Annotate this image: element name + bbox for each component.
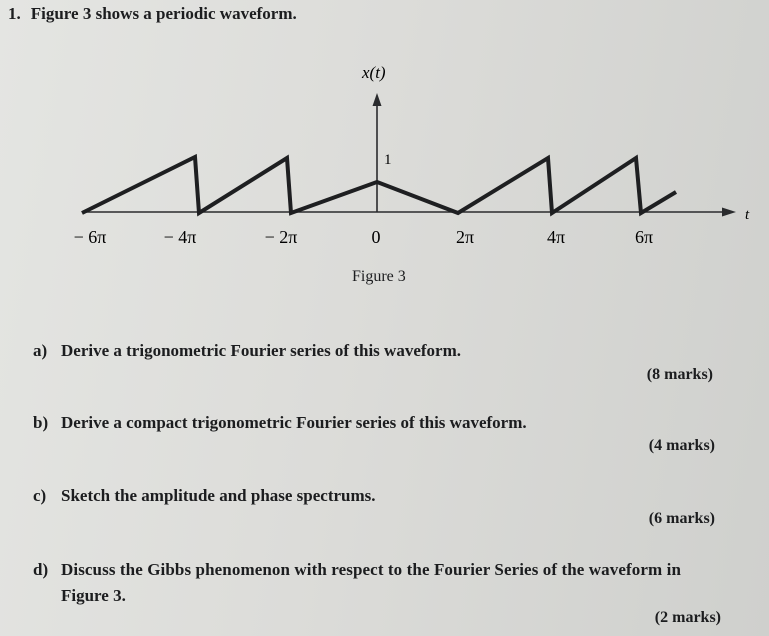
tick-label-4pi: 4π bbox=[546, 227, 566, 247]
tick-label-6pi: 6π bbox=[634, 227, 654, 247]
part-b-marks: (4 marks) bbox=[648, 437, 715, 454]
part-d-text-continued: Figure 3. bbox=[61, 586, 126, 605]
x-axis-arrow-icon bbox=[373, 93, 382, 106]
part-c-label: c) bbox=[33, 486, 47, 505]
part-a-marks: (8 marks) bbox=[646, 366, 713, 383]
x-axis-label: t bbox=[745, 207, 750, 223]
part-a-text: Derive a trigonometric Fourier series of this waveform. bbox=[61, 341, 461, 360]
y-axis-label: x(t) bbox=[362, 63, 386, 82]
tick-label-zero: 0 bbox=[371, 227, 381, 247]
part-d-label: d) bbox=[33, 560, 49, 579]
tick-label-neg-4pi: − 4π bbox=[163, 227, 197, 247]
sawtooth-waveform bbox=[82, 157, 676, 213]
part-b-text: Derive a compact trigonometric Fourier series of this waveform. bbox=[61, 413, 527, 432]
t-axis-arrow-icon bbox=[722, 208, 736, 217]
question-number: 1. bbox=[8, 4, 21, 23]
waveform-figure bbox=[0, 0, 769, 300]
question-intro: Figure 3 shows a periodic waveform. bbox=[30, 4, 297, 23]
tick-label-neg-2pi: − 2π bbox=[264, 227, 298, 247]
part-c-text: Sketch the amplitude and phase spectrums. bbox=[61, 486, 376, 505]
part-d-marks: (2 marks) bbox=[654, 609, 721, 626]
part-a-label: a) bbox=[33, 341, 48, 360]
tick-label-2pi: 2π bbox=[455, 227, 475, 247]
part-d-text: Discuss the Gibbs phenomenon with respect to the Fourier Series of the waveform in bbox=[61, 560, 682, 579]
tick-label-neg-6pi: − 6π bbox=[73, 227, 107, 247]
figure-caption: Figure 3 bbox=[352, 268, 406, 285]
part-c-marks: (6 marks) bbox=[648, 510, 715, 527]
amplitude-label: 1 bbox=[384, 152, 392, 168]
part-b-label: b) bbox=[33, 413, 49, 432]
